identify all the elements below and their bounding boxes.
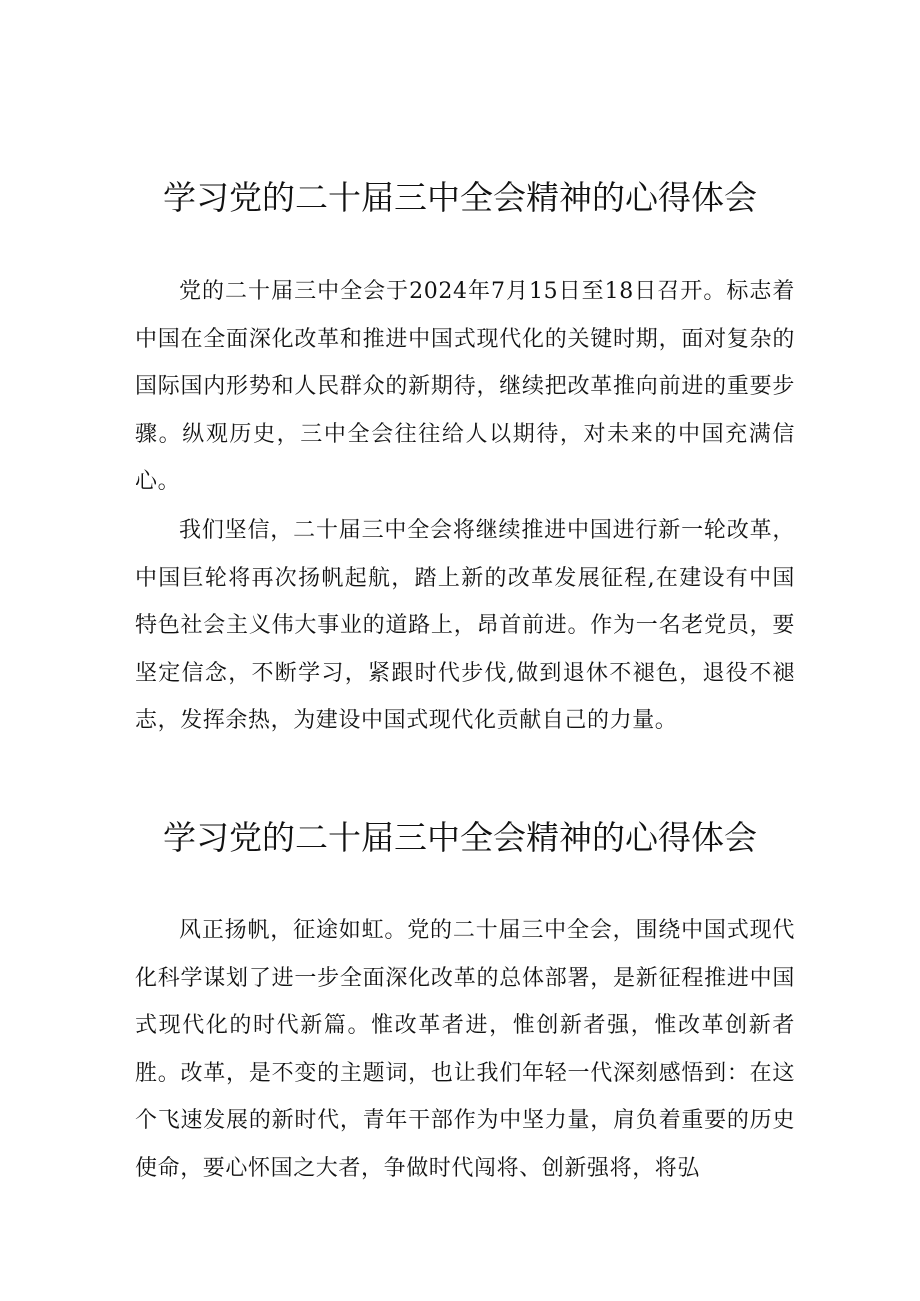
section-1-title: 学习党的二十届三中全会精神的心得体会 [163,178,757,217]
section-1-paragraph-1: 党的二十届三中全会于2024年7月15日至18日召开。标志着中国在全面深化改革和推进中国式现代化的关键时期，面对复杂的国际国内形势和人民群众的新期待，继续把改革推向前进的重要步骤。纵观历史，三中全会往往给人以期待，对未来的中国充满信心。 [135,279,795,495]
section-2-paragraph-1: 风正扬帆，征途如虹。党的二十届三中全会，围绕中国式现代化科学谋划了进一步全面深化改革的总体部署，是新征程推进中国式现代化的时代新篇。惟改革者进，惟创新者强，惟改革创新者胜。改革，是不变的主题词，也让我们年轻一代深刻感悟到：在这个飞速发展的新时代，青年干部作为中坚力量，肩负着重要的历史使命，要心怀国之大者，争做时代闯将、创新强将，将弘 [135,918,795,1181]
section-1-paragraph-2: 我们坚信，二十届三中全会将继续推进中国进行新一轮改革，中国巨轮将再次扬帆起航，踏上新的改革发展征程,在建设有中国特色社会主义伟大事业的道路上，昂首前进。作为一名老党员，要坚定信念，不断学习，紧跟时代步伐,做到退休不褪色，退役不褪志，发挥余热，为建设中国式现代化贡献自己的力量。 [135,518,795,734]
section-2-title: 学习党的二十届三中全会精神的心得体会 [163,818,757,857]
